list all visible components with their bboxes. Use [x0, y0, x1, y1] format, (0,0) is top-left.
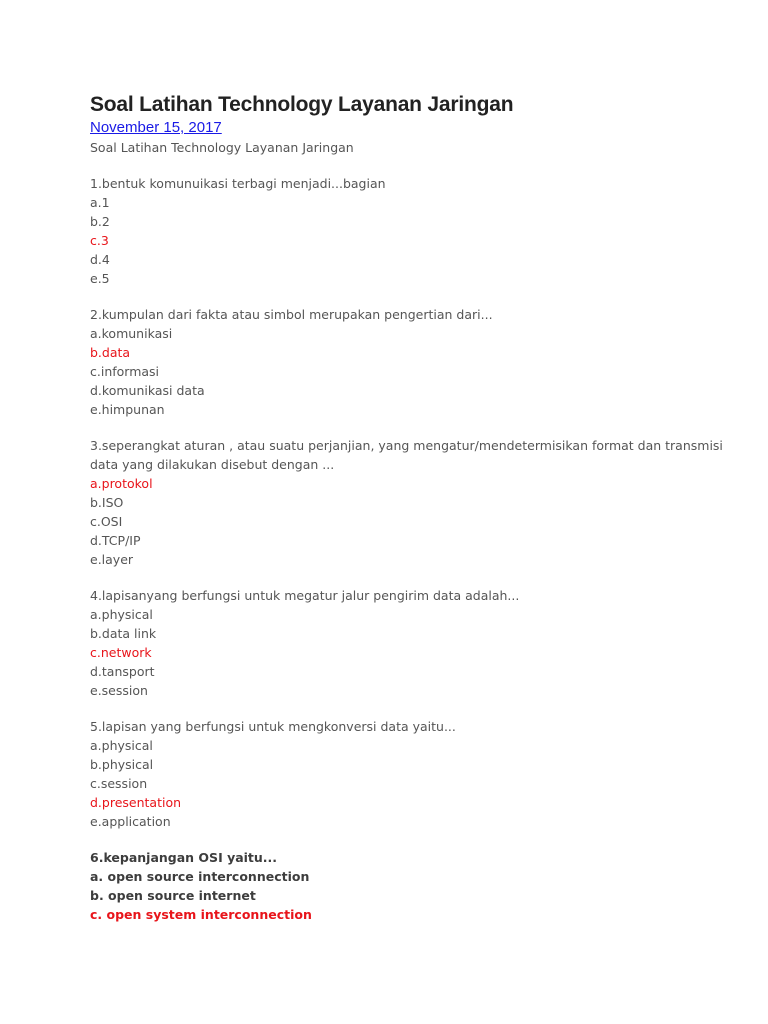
question-text: 3.seperangkat aturan , atau suatu perjanjian, yang mengatur/mendetermisikan format dan transmisi data yang dilakukan disebut dengan ... [90, 438, 723, 472]
option-b: b.2 [90, 214, 110, 229]
question-text: 1.bentuk komunuikasi terbagi menjadi...bagian [90, 176, 386, 191]
option-a: a.1 [90, 195, 110, 210]
option-b: b.data link [90, 626, 157, 641]
post [90, 92, 730, 924]
option-a: a.physical [90, 738, 153, 753]
question-text: 2.kumpulan dari fakta atau simbol merupakan pengertian dari... [90, 307, 493, 322]
post-subtitle: Soal Latihan Technology Layanan Jaringan [90, 140, 354, 155]
option-e: e.5 [90, 271, 110, 286]
option-e: e.himpunan [90, 402, 165, 417]
option-a: a.physical [90, 607, 153, 622]
option-e: e.layer [90, 552, 134, 567]
option-d: d.4 [90, 252, 110, 267]
post-title: Soal Latihan Technology Layanan Jaringan [90, 93, 514, 116]
post-date-link[interactable]: November 15, 2017 [90, 119, 222, 136]
question-text: 5.lapisan yang berfungsi untuk mengkonversi data yaitu... [90, 719, 456, 734]
option-b-answer: b.data [90, 345, 131, 360]
question-5 [90, 717, 730, 831]
option-d: d.komunikasi data [90, 383, 205, 398]
option-e: e.application [90, 814, 171, 829]
option-d: d.tansport [90, 664, 155, 679]
question-6 [90, 848, 730, 924]
question-1 [90, 174, 730, 288]
question-text: 4.lapisanyang berfungsi untuk megatur jalur pengirim data adalah... [90, 588, 520, 603]
option-c-answer: c.3 [90, 233, 109, 248]
option-b: b.physical [90, 757, 154, 772]
option-a: a.komunikasi [90, 326, 173, 341]
option-d-answer: d.presentation [90, 795, 182, 810]
option-a-answer: a.protokol [90, 476, 153, 491]
option-c: c.informasi [90, 364, 160, 379]
option-b: b. open source internet [90, 888, 256, 903]
question-2 [90, 305, 730, 419]
option-a: a. open source interconnection [90, 869, 310, 884]
option-e: e.session [90, 683, 148, 698]
option-c: c.OSI [90, 514, 123, 529]
question-4 [90, 586, 730, 700]
option-d: d.TCP/IP [90, 533, 141, 548]
question-3 [90, 436, 730, 569]
option-c-answer: c.network [90, 645, 152, 660]
option-b: b.ISO [90, 495, 124, 510]
option-c-answer: c. open system interconnection [90, 907, 312, 922]
question-text: 6.kepanjangan OSI yaitu... [90, 850, 278, 865]
option-c: c.session [90, 776, 148, 791]
